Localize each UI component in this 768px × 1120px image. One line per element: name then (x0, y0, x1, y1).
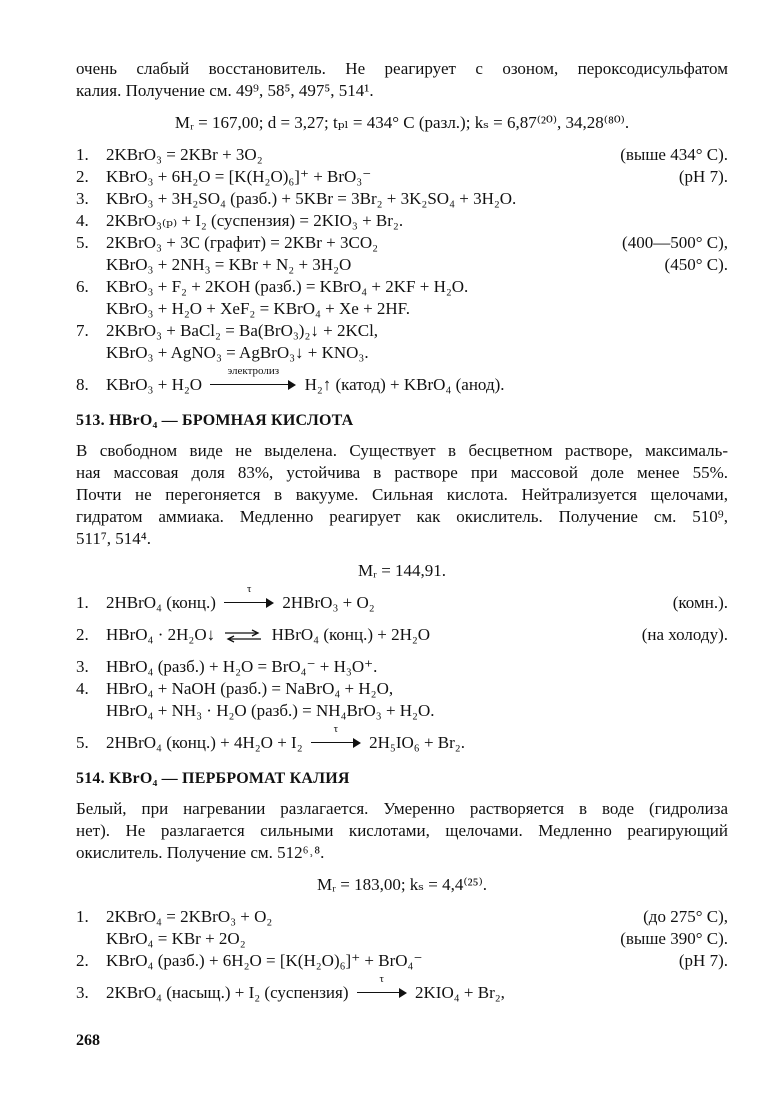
reaction-row (76, 678, 728, 700)
paragraph-line: Почти не перегоняется в вакууме. Сильная кислота. Нейтрализуется щелочами, (76, 485, 728, 504)
reaction-number: 7. (76, 321, 89, 340)
reaction-row (76, 254, 728, 276)
reaction-number: 1. (76, 145, 89, 164)
reactions-512 (76, 144, 728, 364)
paragraph-line: гидратом аммиака. Медленно реагирует как окислитель. Получение см. 510⁹, (76, 507, 728, 526)
reaction-equation (106, 365, 728, 396)
reactants: 2HBrO₄ (конц.) (106, 593, 216, 612)
reaction-row (76, 723, 728, 754)
reaction-number: 1. (76, 907, 89, 926)
description-514 (76, 798, 728, 864)
reaction-condition: (выше 434° C). (620, 145, 728, 164)
reaction-arrow-icon (210, 365, 296, 390)
section-heading-514: 514. KBrO₄ — ПЕРБРОМАТ КАЛИЯ (76, 770, 350, 787)
reaction-equation (106, 624, 642, 646)
reaction-condition: (на холоду). (641, 625, 728, 644)
reaction-equation: 2KBrO₃₍ₚ₎ + I₂ (суспензия) = 2KIO₃ + Br₂. (106, 211, 404, 230)
reaction-number: 2. (76, 167, 89, 186)
paragraph-line: ная массовая доля 83%, устойчива в растворе при массовой доле менее 55%. (76, 463, 728, 482)
reaction-equation: HBrO₄ + NaOH (разб.) = NaBrO₄ + H₂O, (106, 679, 394, 698)
reactants: KBrO₃ + H₂O (106, 375, 203, 394)
reaction-number: 3. (76, 983, 89, 1002)
section-heading-513: 513. HBrO₄ — БРОМНАЯ КИСЛОТА (76, 412, 354, 429)
arrow-label: τ (379, 973, 384, 985)
reaction-equation: 2KBrO₃ = 2KBr + 3O₂ (106, 145, 263, 164)
reaction-row (76, 276, 728, 298)
reaction-equation: KBrO₃ + 3H₂SO₄ (разб.) + 5KBr = 3Br₂ + 3K₂SO₄ + 3H₂O. (106, 189, 517, 208)
reaction-equation (106, 723, 728, 754)
paragraph-line: В свободном виде не выделена. Существует в бесцветном растворе, максималь- (76, 441, 728, 460)
reactions-514 (76, 906, 728, 972)
reaction-row (76, 210, 728, 232)
reaction-number: 4. (76, 211, 89, 230)
reaction-condition: (450° C). (664, 255, 728, 274)
paragraph-line: 511⁷, 514⁴. (76, 529, 151, 548)
reaction-equation: 2KBrO₄ = 2KBrO₃ + O₂ (106, 907, 273, 926)
reaction-number: 4. (76, 679, 89, 698)
reaction-row (76, 144, 728, 166)
reaction-condition: (до 275° C), (643, 907, 728, 926)
reactants: 2KBrO₄ (насыщ.) + I₂ (суспензия) (106, 983, 349, 1002)
reaction-equation: KBrO₃ + 2NH₃ = KBr + N₂ + 3H₂O (106, 255, 352, 274)
reaction-equation: KBrO₄ = KBr + 2O₂ (106, 929, 246, 948)
reaction-condition: (pH 7). (678, 167, 728, 186)
paragraph-line: окислитель. Получение см. 512⁶˒⁸. (76, 843, 325, 862)
intro-line: очень слабый восстановитель. Не реагирует с озоном, пероксодисульфатом (76, 59, 728, 78)
intro-line: калия. Получение см. 49⁹, 58⁵, 497⁵, 514¹. (76, 81, 374, 100)
reaction-equation: KBrO₃ + H₂O + XeF₂ = KBrO₄ + Xe + 2HF. (106, 299, 411, 318)
paragraph-line: Белый, при нагревании разлагается. Умеренно растворяется в воде (гидролиза (76, 799, 728, 818)
reaction-equation: 2KBrO₃ + BaCl₂ = Ba(BrO₃)₂↓ + 2KCl, (106, 321, 379, 340)
properties-514: Mᵣ = 183,00; kₛ = 4,4⁽²⁵⁾. (316, 875, 488, 894)
reactants: 2HBrO₄ (конц.) + 4H₂O + I₂ (106, 733, 303, 752)
reaction-equation: 2KBrO₃ + 3C (графит) = 2KBr + 3CO₂ (106, 233, 379, 252)
reaction-number: 5. (76, 233, 89, 252)
reaction-number: 2. (76, 625, 89, 644)
equilibrium-arrow-icon (223, 629, 263, 643)
reaction-number: 6. (76, 277, 89, 296)
reaction-number: 2. (76, 951, 89, 970)
reaction-number: 3. (76, 189, 89, 208)
reaction-row (76, 166, 728, 188)
reaction-equation (106, 583, 673, 614)
paragraph-line: нет). Не разлагается сильными кислотами, щелочами. Медленно реагирующий (76, 821, 728, 840)
properties-513: Mᵣ = 144,91. (357, 561, 447, 580)
reaction-equation: HBrO₄ + NH₃ · H₂O (разб.) = NH₄BrO₃ + H₂O. (106, 701, 435, 720)
reaction-equation (106, 973, 728, 1004)
reaction-number: 3. (76, 657, 89, 676)
reaction-number: 5. (76, 733, 89, 752)
properties-512: Mᵣ = 167,00; d = 3,27; tₚₗ = 434° C (разл.); kₛ = 6,87⁽²⁰⁾, 34,28⁽⁸⁰⁾. (174, 113, 630, 132)
arrow-label: τ (333, 723, 339, 735)
products: H₂↑ (катод) + KBrO₄ (анод). (304, 375, 505, 394)
reaction-equation: KBrO₃ + 6H₂O = [K(H₂O)₆]⁺ + BrO₃⁻ (106, 167, 372, 186)
reaction-number: 1. (76, 593, 89, 612)
products: 2KIO₄ + Br₂, (415, 983, 505, 1002)
reaction-condition: (pH 7). (678, 951, 728, 970)
reactants: HBrO₄ · 2H₂O↓ (106, 625, 216, 644)
reaction-row (76, 624, 728, 646)
reaction-row (76, 342, 728, 364)
reaction-row (76, 298, 728, 320)
reaction-row (76, 583, 728, 614)
reaction-row (76, 950, 728, 972)
reaction-row (76, 188, 728, 210)
description-513 (76, 440, 728, 550)
reaction-equation: HBrO₄ (разб.) + H₂O = BrO₄⁻ + H₃O⁺. (106, 657, 378, 676)
products: HBrO₄ (конц.) + 2H₂O (271, 625, 431, 644)
reaction-row (76, 906, 728, 928)
intro-paragraph (76, 58, 728, 102)
reaction-equation: KBrO₄ (разб.) + 6H₂O = [K(H₂O)₆]⁺ + BrO₄⁻ (106, 951, 423, 970)
reaction-row (76, 973, 728, 1004)
reaction-arrow-icon (357, 973, 407, 998)
products: 2HBrO₃ + O₂ (282, 593, 375, 612)
reaction-row (76, 928, 728, 950)
reaction-condition: (выше 390° C). (620, 929, 728, 948)
reaction-row (76, 320, 728, 342)
reaction-arrow-icon (311, 723, 361, 748)
page-content (76, 58, 728, 1004)
reaction-condition: (комн.). (672, 593, 728, 612)
reaction-row (76, 700, 728, 722)
reaction-equation: KBrO₃ + F₂ + 2KOH (разб.) = KBrO₄ + 2KF + H₂O. (106, 277, 469, 296)
arrow-label: электролиз (227, 365, 280, 377)
reaction-row (76, 365, 728, 396)
products: 2H₅IO₆ + Br₂. (369, 733, 465, 752)
reaction-arrow-icon (224, 583, 274, 608)
page-number: 268 (76, 1032, 100, 1049)
reaction-condition: (400—500° C), (622, 233, 728, 252)
reaction-equation: KBrO₃ + AgNO₃ = AgBrO₃↓ + KNO₃. (106, 343, 369, 362)
reaction-number: 8. (76, 375, 89, 394)
arrow-label: τ (246, 583, 252, 595)
reaction-row (76, 232, 728, 254)
reaction-row (76, 656, 728, 678)
